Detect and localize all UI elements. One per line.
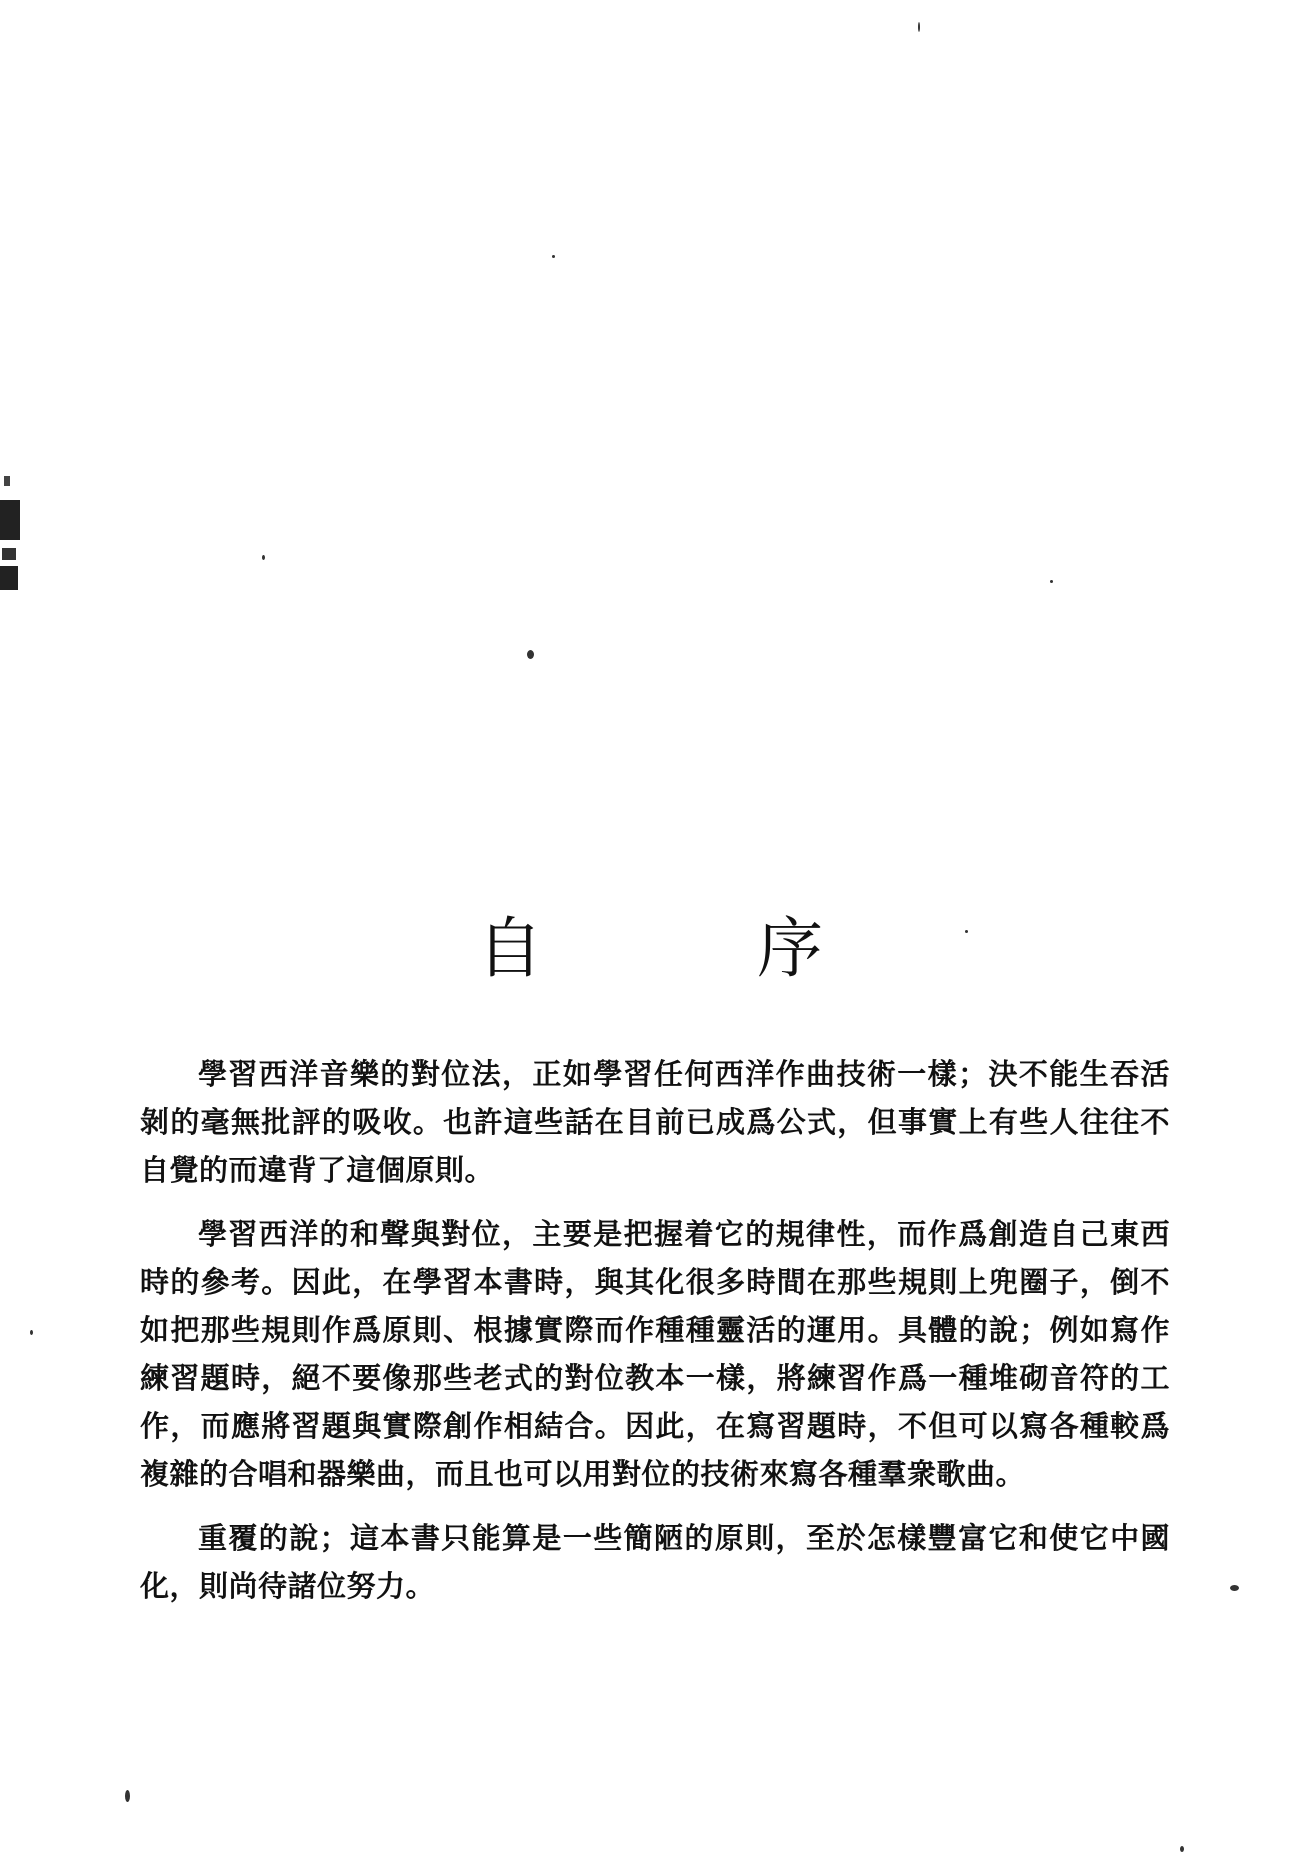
scan-speck [262, 555, 265, 560]
scan-speck [1180, 1846, 1184, 1852]
scan-speck [1050, 580, 1053, 583]
scan-edge-mark [0, 470, 24, 620]
scan-speck [30, 1330, 33, 1335]
paragraph: 學習西洋音樂的對位法，正如學習任何西洋作曲技術一樣；決不能生吞活剝的毫無批評的吸收。也許這些話在目前已成爲公式，但事實上有些人往往不自覺的而違背了這個原則。 [140, 1057, 1170, 1187]
paragraph: 學習西洋的和聲與對位，主要是把握着它的規律性，而作爲創造自己東西時的參考。因此，在學習本書時，與其化很多時間在那些規則上兜圈子，倒不如把那些規則作爲原則、根據實際而作種種靈活的運用。具體的說；例如寫作練習題時，絕不要像那些老式的對位教本一樣，將練習作爲一種堆砌音符的工作，而應將習題與實際創作相結合。因此，在寫習題時，不但可以寫各種較爲複雜的合唱和器樂曲，而且也可以用對位的技術來寫各種羣衆歌曲。 [140, 1217, 1170, 1491]
page-title: 自 序 [477, 910, 897, 988]
scan-speck [918, 22, 920, 32]
scan-speck [527, 650, 534, 659]
scan-speck [125, 1790, 130, 1802]
paragraph: 重覆的說；這本書只能算是一些簡陋的原則，至於怎樣豐富它和使它中國化，則尚待諸位努力。 [140, 1521, 1170, 1603]
scan-speck [1230, 1585, 1239, 1591]
scan-speck [552, 255, 555, 258]
preface-body [140, 1050, 1170, 1626]
